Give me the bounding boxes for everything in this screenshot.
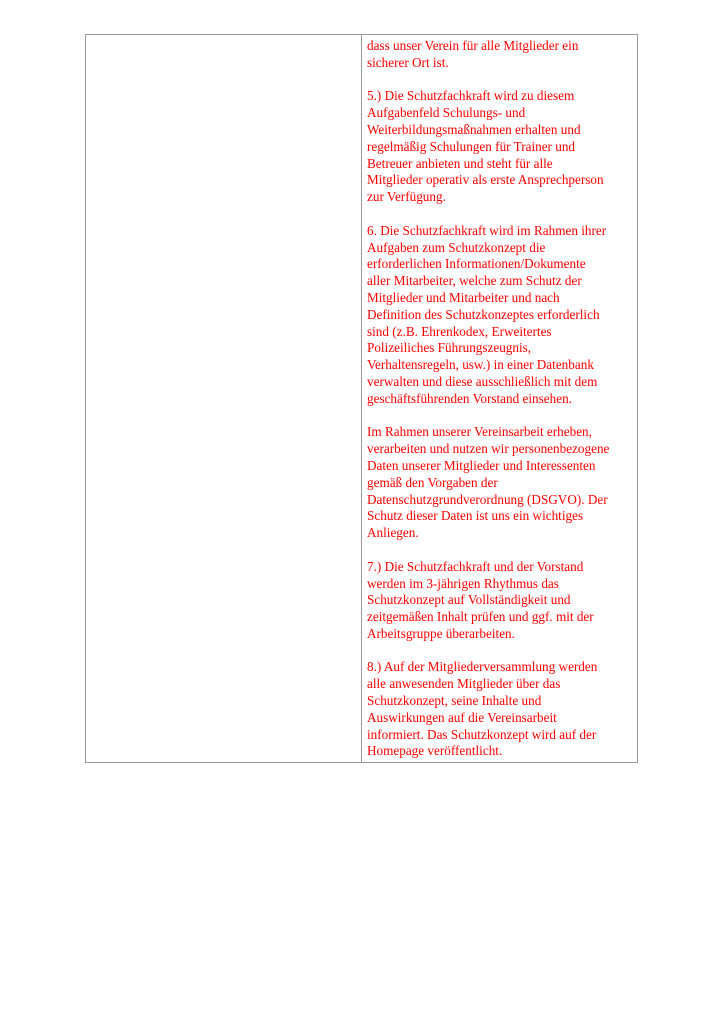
paragraph-item-8-assembly: 8.) Auf der Mitgliederversammlung werden alle anwesenden Mitglieder über das Schutzkonzept, seine Inhalte und Auswirkungen auf die Vereinsarbeit informiert. Das Schutzkonzept wird auf der Homepage veröffentlicht. [367,659,598,759]
paragraph-safe-place: dass unser Verein für alle Mitglieder ein sicherer Ort ist. [367,38,579,70]
paragraph-item-7-review: 7.) Die Schutzfachkraft und der Vorstand werden im 3-jährigen Rhythmus das Schutzkonzept auf Vollständigkeit und zeitgemäßen Inhalt prüfen und ggf. mit der Arbeitsgruppe überarbeiten. [367,558,594,641]
table-right-cell [362,35,637,762]
paragraph-item-5-training: 5.) Die Schutzfachkraft wird zu diesem Aufgabenfeld Schulungs- und Weiterbildungsmaßnahmen erhalten und regelmäßig Schulungen für Trainer und Betreuer anbieten und steht für alle Mitglieder operativ als erste Ansprechperson zur Verfügung. [367,88,604,205]
table-left-cell-empty [86,35,362,762]
paragraph-data-protection: Im Rahmen unserer Vereinsarbeit erheben, verarbeiten und nutzen wir personenbezogene Daten unserer Mitglieder und Interessenten gemäß den Vorgaben der Datenschutzgrundverordnung (DSGVO). Der Schutz dieser Daten ist uns ein wichtiges Anliegen. [367,424,610,541]
content-table [85,34,638,763]
paragraph-item-6-documents: 6. Die Schutzfachkraft wird im Rahmen ihrer Aufgaben zum Schutzkonzept die erforderlichen Informationen/Dokumente aller Mitarbeiter, welche zum Schutz der Mitglieder und Mitarbeiter und nach Definition des Schutzkonzeptes erforderlich sind (z.B. Ehrenkodex, Erweitertes Polizeiliches Führungszeugnis, Verhaltensregeln, usw.) in einer Datenbank verwalten und diese ausschließlich mit dem geschäftsführenden Vorstand einsehen. [367,222,607,406]
